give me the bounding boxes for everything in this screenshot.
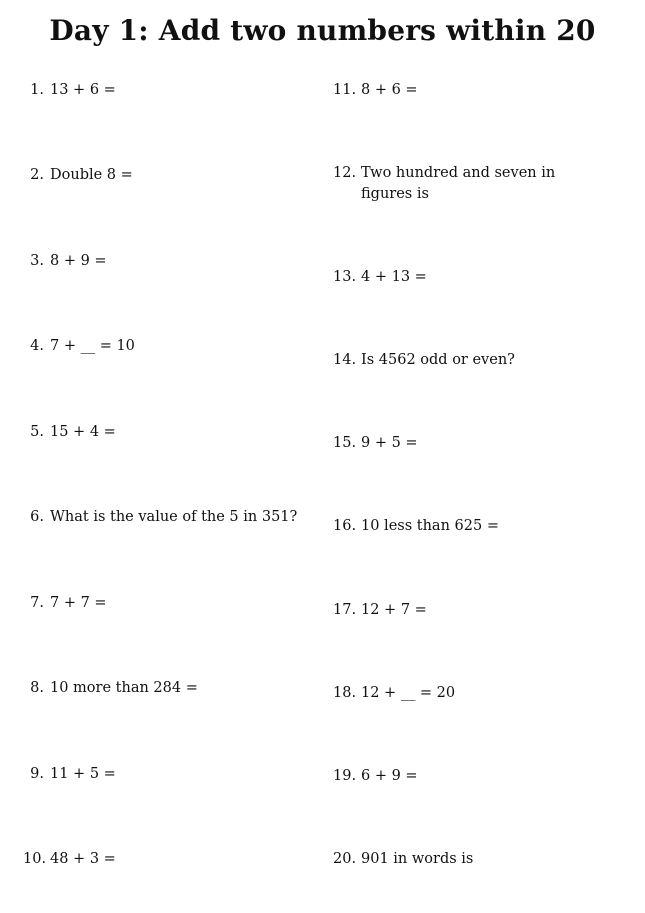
question-number: 10. <box>23 851 47 867</box>
question-text: 4 + 13 = <box>361 269 427 285</box>
question-text: 10 more than 284 = <box>50 680 198 696</box>
question-number: 15. <box>333 435 357 451</box>
question-number: 2. <box>30 167 44 183</box>
question-18 <box>333 683 455 704</box>
question-1 <box>30 80 116 101</box>
question-number: 13. <box>333 269 357 285</box>
question-14 <box>333 350 515 371</box>
question-text: Two hundred and seven in figures is <box>361 165 556 202</box>
question-number: 3. <box>30 253 44 269</box>
question-7 <box>30 593 107 614</box>
question-2 <box>30 165 133 186</box>
question-number: 5. <box>30 424 44 440</box>
question-number: 4. <box>30 338 44 354</box>
question-3 <box>30 251 107 272</box>
question-text: 9 + 5 = <box>361 435 418 451</box>
question-number: 16. <box>333 518 357 534</box>
question-number: 6. <box>30 509 44 525</box>
question-6 <box>30 507 297 528</box>
question-11 <box>333 80 418 101</box>
question-number: 11. <box>333 82 357 98</box>
question-9 <box>30 764 116 785</box>
question-5 <box>30 422 116 443</box>
question-text: 15 + 4 = <box>50 424 116 440</box>
question-text: 12 + 7 = <box>361 602 427 618</box>
question-text: Double 8 = <box>50 167 133 183</box>
question-text: 11 + 5 = <box>50 766 116 782</box>
question-number: 7. <box>30 595 44 611</box>
question-number: 20. <box>333 851 357 867</box>
question-text: 10 less than 625 = <box>361 518 499 534</box>
question-text: 8 + 9 = <box>50 253 107 269</box>
question-19 <box>333 766 418 787</box>
question-text: 901 in words is <box>361 851 474 867</box>
question-number: 14. <box>333 352 357 368</box>
question-number: 8. <box>30 680 44 696</box>
question-number: 1. <box>30 82 44 98</box>
question-text: 13 + 6 = <box>50 82 116 98</box>
question-text: What is the value of the 5 in 351? <box>50 509 298 525</box>
question-number: 19. <box>333 768 357 784</box>
worksheet-title: Day 1: Add two numbers within 20 <box>49 14 596 47</box>
question-text: 7 + 7 = <box>50 595 107 611</box>
question-20 <box>333 849 473 870</box>
question-text: 6 + 9 = <box>361 768 418 784</box>
question-16 <box>333 516 499 537</box>
question-text: 8 + 6 = <box>361 82 418 98</box>
question-17 <box>333 600 427 621</box>
question-10 <box>23 849 116 870</box>
question-12 <box>333 163 623 205</box>
question-text: 7 + __ = 10 <box>50 338 135 354</box>
question-number: 17. <box>333 602 357 618</box>
question-number: 9. <box>30 766 44 782</box>
question-15 <box>333 433 418 454</box>
question-number: 12. <box>333 165 357 181</box>
question-4 <box>30 336 135 357</box>
question-text: 12 + __ = 20 <box>361 685 456 701</box>
question-number: 18. <box>333 685 357 701</box>
question-text: 48 + 3 = <box>50 851 116 867</box>
question-13 <box>333 267 427 288</box>
question-8 <box>30 678 198 699</box>
question-text: Is 4562 odd or even? <box>361 352 515 368</box>
